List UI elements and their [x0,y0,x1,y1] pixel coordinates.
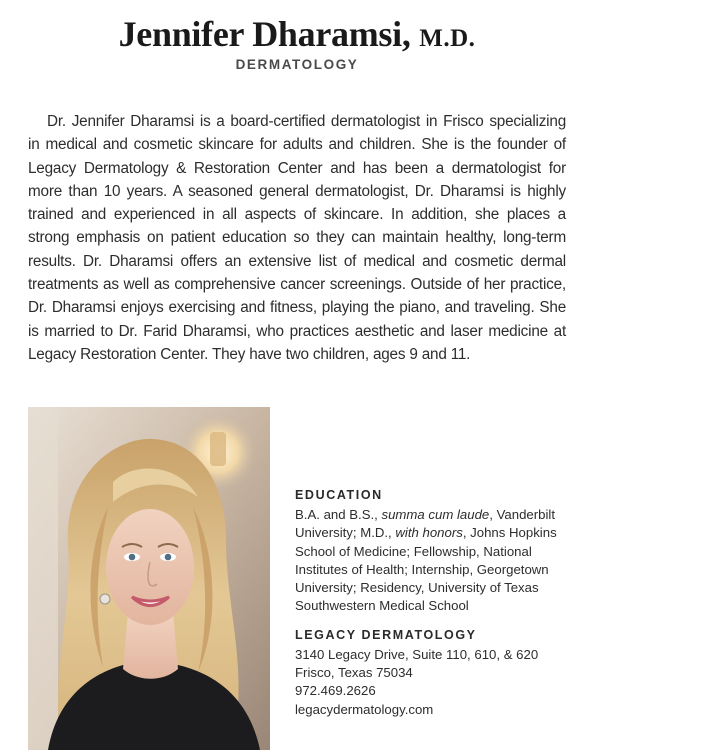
education-part-2: , Vanderbilt University; M.D., [295,507,555,541]
face [106,509,194,625]
education-degree-prefix: B.A. and B.S., [295,507,382,522]
portrait-illustration [28,407,270,750]
practice-info [295,627,585,719]
doctor-portrait [28,407,270,750]
doctor-name [0,14,594,59]
phone-number: 972.469.2626 [295,683,376,699]
address-line-1: 3140 Legacy Drive, Suite 110, 610, & 620 [295,646,539,662]
practice-heading: LEGACY DERMATOLOGY [295,627,477,642]
info-column [295,487,585,719]
doctor-credentials: M.D. [419,25,476,52]
specialty-label: DERMATOLOGY [235,57,359,72]
education-text [295,506,557,616]
education-honors-1: summa cum laude [381,507,490,522]
doctor-name-text: Jennifer Dharamsi, [118,14,411,54]
bio-paragraph: Dr. Jennifer Dharamsi is a board-certified dermatologist in Frisco specializing in medical and cosmetic skincare for adults and children. She is the founder of Legacy Dermatology & Restoration Center and has been a dermatologist for more than 10 years. A seasoned general dermatologist, Dr. Dharamsi is highly trained and experienced in all aspects of skincare. In addition, she places a strong emphasis on patient education so they can maintain healthy, long-term results. Dr. Dharamsi offers an extensive list of medical and cosmetic dermal treatments as well as comprehensive cancer screenings. Outside of her practice, Dr. Dharamsi enjoys exercising and fitness, playing the piano, and traveling. She is married to Dr. Farid Dharamsi, who practices aesthetic and laser medicine at Legacy Restoration Center. They have two children, ages 9 and 11. [28,113,566,363]
education-heading: EDUCATION [295,488,383,502]
website-link[interactable]: legacydermatology.com [295,701,434,717]
education-honors-2: with honors [395,525,463,541]
address-line-2: Frisco, Texas 75034 [295,665,413,681]
education-part-3: , Johns Hopkins School of Medicine; Fellowship, National Institutes of Health; Internship, Georgetown University; Residency, University of Texas Southwestern Medical School [295,525,557,614]
